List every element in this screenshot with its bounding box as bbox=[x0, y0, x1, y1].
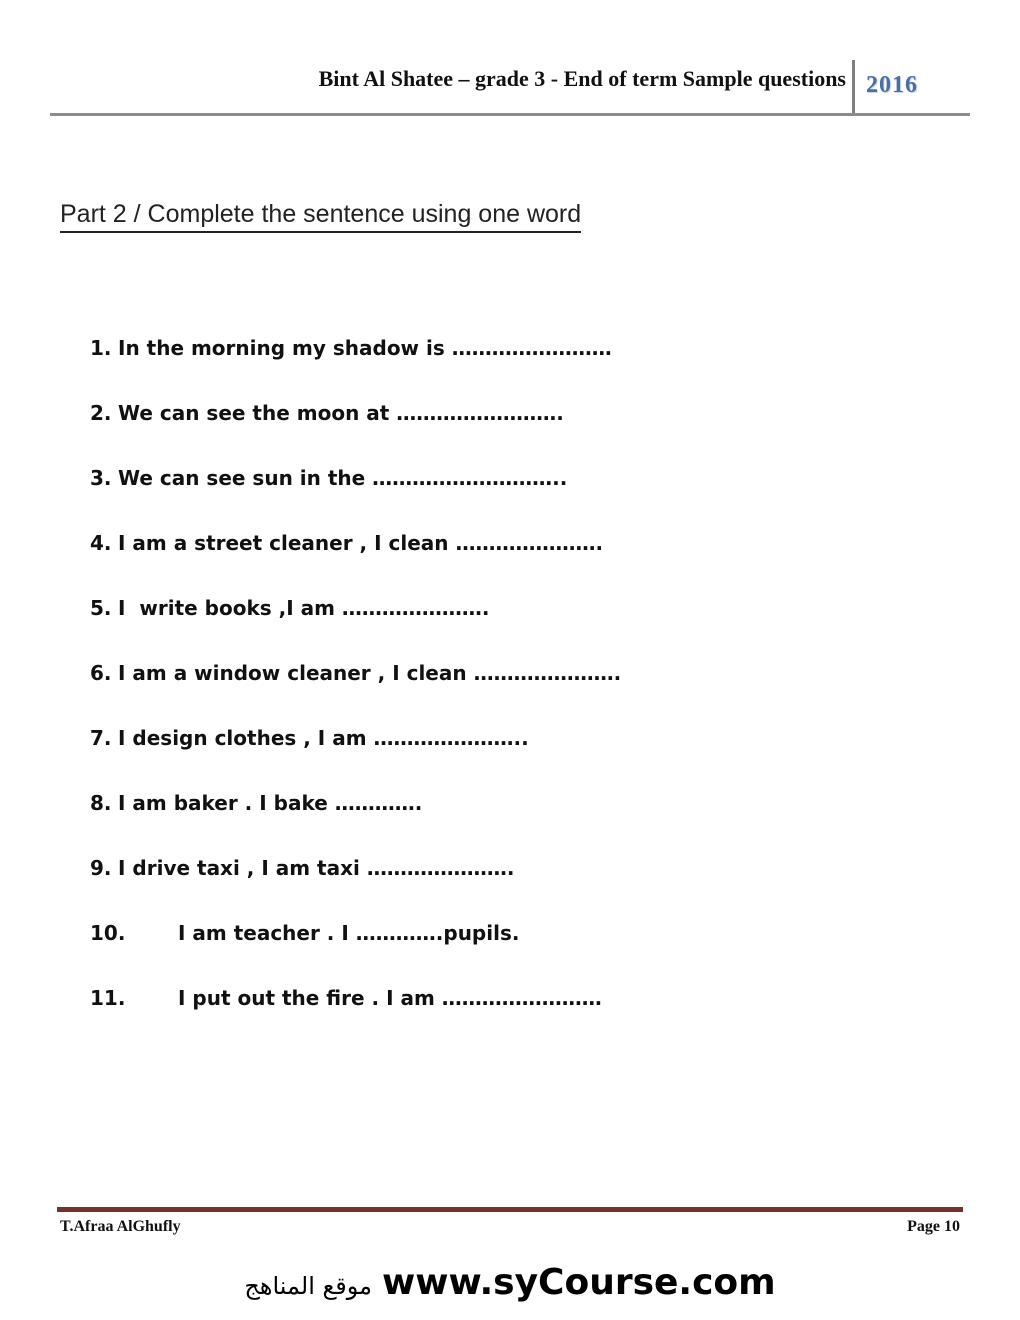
question-item bbox=[90, 856, 910, 921]
footer-rule bbox=[57, 1207, 963, 1212]
question-item bbox=[90, 531, 910, 596]
question-number: 11. bbox=[90, 986, 126, 1010]
watermark-url: www.syCourse.com bbox=[382, 1262, 776, 1303]
header-title: Bint Al Shatee – grade 3 - End of term Sample questions bbox=[318, 66, 846, 91]
question-text: In the morning my shadow is …………………… bbox=[118, 336, 612, 360]
question-number: 1. bbox=[90, 336, 112, 360]
question-text: I write books ,I am …………………. bbox=[118, 596, 490, 620]
question-number: 4. bbox=[90, 531, 112, 555]
question-number: 5. bbox=[90, 596, 112, 620]
question-number: 7. bbox=[90, 726, 112, 750]
question-number: 6. bbox=[90, 661, 112, 685]
question-text: I design clothes , I am ………………….. bbox=[118, 726, 529, 750]
question-item bbox=[90, 401, 910, 466]
question-item bbox=[90, 336, 910, 401]
question-text: We can see the moon at ……………………. bbox=[118, 401, 564, 425]
watermark bbox=[0, 1262, 1020, 1303]
question-text: I put out the fire . I am …………………… bbox=[178, 986, 602, 1010]
header-year: 2016 bbox=[866, 72, 918, 98]
question-number: 9. bbox=[90, 856, 112, 880]
question-item bbox=[90, 921, 910, 986]
question-text: I drive taxi , I am taxi …………………. bbox=[118, 856, 515, 880]
footer-page-number: Page 10 bbox=[907, 1218, 960, 1235]
question-number: 3. bbox=[90, 466, 112, 490]
question-text: I am teacher . I ………….pupils. bbox=[178, 921, 520, 945]
question-list bbox=[90, 336, 910, 1051]
question-text: We can see sun in the ……………………….. bbox=[118, 466, 568, 490]
question-text: I am a street cleaner , I clean …………………. bbox=[118, 531, 604, 555]
section-title: Part 2 / Complete the sentence using one word bbox=[60, 200, 581, 233]
header-divider bbox=[852, 60, 855, 114]
question-number: 2. bbox=[90, 401, 112, 425]
question-item bbox=[90, 596, 910, 661]
question-number: 8. bbox=[90, 791, 112, 815]
footer-author: T.Afraa AlGhufly bbox=[60, 1218, 181, 1235]
question-item bbox=[90, 986, 910, 1051]
question-item bbox=[90, 661, 910, 726]
question-text: I am baker . I bake …………. bbox=[118, 791, 423, 815]
question-item bbox=[90, 791, 910, 856]
watermark-arabic: موقع المناهج bbox=[244, 1272, 372, 1300]
question-number: 10. bbox=[90, 921, 126, 945]
question-item bbox=[90, 466, 910, 531]
question-text: I am a window cleaner , I clean …………………. bbox=[118, 661, 622, 685]
question-item bbox=[90, 726, 910, 791]
header-rule bbox=[50, 113, 970, 116]
